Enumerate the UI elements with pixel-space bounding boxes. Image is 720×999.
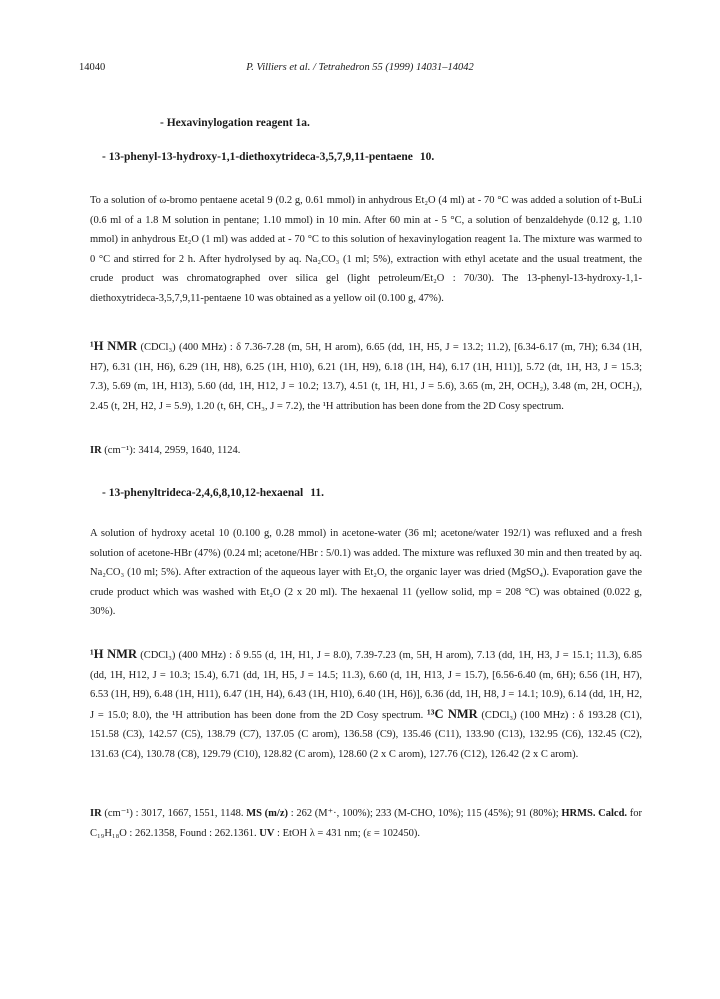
hnmr-text: (CDCl₃) (400 MHz) : δ 7.36-7.28 (m, 5H, H arom), 6.65 (dd, 1H, H5, J = 13.2; 11.2), [6.34-6.17 (m, 7H); 6.34 (1H, H7), 6.31 (1H, H6), 6.29 (1H, H8), 6.25 (1H, H10), 6.21 (1H, H9), 6.18 (1H, H4), 6.17 (1H, H11)], 5.72 (dt, 1H, H3, J = 15.3; 7.3), 5.69 (m, 1H, H13), 5.60 (dd, 1H, H12, J = 10.2; 13.7), 4.51 (t, 1H, H1, J = 5.6), 3.65 (m, 2H, OCH₂), 3.48 (m, 2H, OCH₂), 2.45 (t, 2H, H2, J = 5.9), 1.20 (t, 6H, CH₃, J = 7.2), the ¹H attribution has been done from the 2D Cosy spectrum. xyxy=(90,342,643,412)
compound-11-heading xyxy=(102,487,324,499)
hnmr-text: (CDCl₃) (400 MHz) : δ 9.55 (d, 1H, H1, J = 8.0), 7.39-7.23 (m, 5H, H arom), 7.13 (dd, 1H, H3, J = 15.1; 11.3), 6.85 (dd, 1H, H12, J = 10.3; 15.4), 6.71 (dd, 1H, H5, J = 14.5; 11.3), 6.60 (d, 1H, H13, J = 15.7), [6.56-6.40 (m, 6H); 6.56 (1H, H7), 6.53 (1H, H9), 6.48 (1H, H11), 6.47 (1H, H4), 6.43 (1H, H10), 6.40 (1H, H6)], 6.36 (dd, 1H, H8, J = 14.1; 10.9), 6.14 (dd, 1H, H2, J = 15.0; 8.0), the ¹H attribution has been done from the 2D Cosy spectrum. xyxy=(90,650,643,721)
hnmr-label: ¹H NMR xyxy=(90,339,138,353)
page-header xyxy=(0,62,720,78)
compound-11-number: 11. xyxy=(310,487,324,499)
ir-label: IR xyxy=(90,445,102,456)
cnmr-text: (CDCl₃) (100 MHz) : δ 193.28 (C1), 151.58 (C3), 142.57 (C5), 138.79 (C7), 137.05 (C arom), 136.58 (C9), 135.46 (C11), 133.90 (C13), 132.95 (C6), 132.45 (C2), 131.63 (C4), 130.78 (C8), 129.79 (C10), 128.82 (C arom), 128.60 (2 x C arom), 127.76 (C12), 126.42 (2 x C arom). xyxy=(90,709,642,760)
ir-label: IR xyxy=(90,808,102,819)
compound-10-name: - 13-phenyl-13-hydroxy-1,1-diethoxytrideca-3,5,7,9,11-pentaene xyxy=(102,151,413,163)
hrms-label: HRMS. Calcd. xyxy=(561,808,628,819)
uv-text: : EtOH λ = 431 nm; (ε = 102450). xyxy=(277,827,421,839)
uv-label: UV xyxy=(259,827,275,839)
ir-text: (cm⁻¹) : 3017, 1667, 1551, 1148. xyxy=(104,808,244,819)
cnmr-label: ¹³C NMR xyxy=(427,706,478,721)
compound-10-procedure: To a solution of ω-bromo pentaene acetal 9 (0.2 g, 0.61 mmol) in anhydrous Et₂O (4 ml) at - 70 °C was added a solution of t-BuLi (0.6 ml of a 1.8 M solution in pentane; 1.10 mmol) in 10 min. After 60 min at - 5 °C, a solution of benzaldehyde (0.12 g, 1.10 mmol) in anhydrous Et₂O (1 ml) was added at - 70 °C to this solution of hexavinylogation reagent 1a. The mixture was warmed to 0 °C and stirred for 2 h. After hydrolysed by aq. Na₂CO₃ (1 ml; 5%), extraction with ethyl acetate and the usual treatment, the crude product was chromatographed over silica gel (light petroleum/Et₂O : 70/30). The 13-phenyl-13-hydroxy-1,1-diethoxytrideca-3,5,7,9,11-pentaene 10 was obtained as a yellow oil (0.100 g, 47%). xyxy=(90,195,642,304)
compound-11-procedure: A solution of hydroxy acetal 10 (0.100 g, 0.28 mmol) in acetone-water (36 ml; acetone/water 192/1) was refluxed and a fresh solution of acetone-HBr (47%) (0.24 ml; acetone/HBr : 5/0.1) was added. The mixture was refluxed 30 min and then treated by aq. Na₂CO₃ (10 ml; 5%). After extraction of the aqueous layer with Et₂O, the organic layer was dried (MgSO₄). Evaporation gave the crude product which was washed with Et₂O (2 x 20 ml). The hexaenal 11 (yellow solid, mp = 208 °C) was obtained (0.022 g, 30%). xyxy=(90,528,642,618)
hnmr-label: ¹H NMR xyxy=(90,647,138,661)
compound-11-spectra xyxy=(90,804,642,843)
compound-11-nmr xyxy=(90,645,642,765)
hrms-text: for C₁₉H₁₈O : 262.1358, Found : 262.1361. xyxy=(90,808,643,839)
page-number: 14040 xyxy=(79,62,106,73)
compound-10-hnmr xyxy=(90,337,642,416)
ir-text: (cm⁻¹): 3414, 2959, 1640, 1124. xyxy=(104,445,241,456)
ms-label: MS (m/z) xyxy=(246,808,288,819)
compound-11-name: - 13-phenyltrideca-2,4,6,8,10,12-hexaenal xyxy=(102,487,304,499)
compound-10-number: 10. xyxy=(419,151,435,163)
compound-10-heading xyxy=(102,151,434,163)
section-heading: - Hexavinylogation reagent 1a. xyxy=(160,117,310,129)
ms-text: : 262 (M⁺·, 100%); 233 (M-CHO, 10%); 115 (45%); 91 (80%); xyxy=(290,808,559,819)
compound-10-ir xyxy=(90,441,642,461)
running-title: P. Villiers et al. / Tetrahedron 55 (1999) 14031–14042 xyxy=(246,62,474,73)
